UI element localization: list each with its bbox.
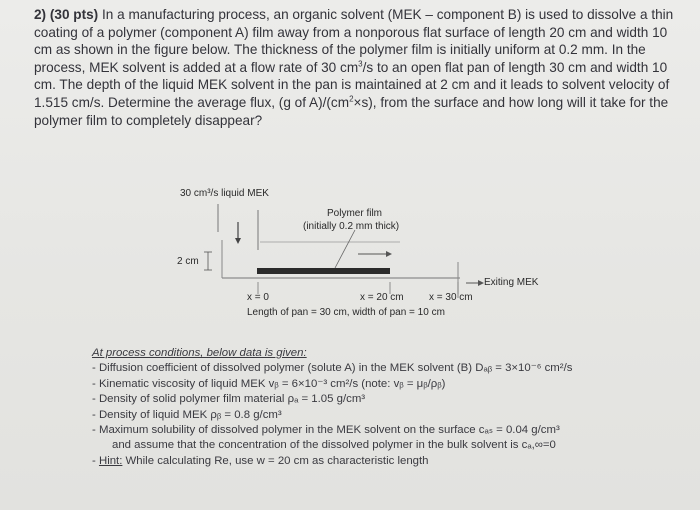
hint-prefix: -: [92, 454, 99, 467]
hint-text: While calculating Re, use w = 20 cm as characteristic length: [122, 454, 429, 467]
flow-arrow-head: [386, 251, 392, 257]
hint-label: Hint:: [98, 454, 123, 467]
given-polymer-density: - Density of solid polymer film material ρₐ = 1.05 g/cm³: [92, 393, 366, 406]
given-kinematic-viscosity: - Kinematic viscosity of liquid MEK vᵦ = 6×10⁻³ cm²/s (note: vᵦ = μᵦ/ρᵦ): [92, 377, 446, 390]
given-diffusion-coefficient: - Diffusion coefficient of dissolved polymer (solute A) in the MEK solvent (B) Dₐᵦ = 3×10⁻⁶ cm²/s: [92, 362, 573, 375]
problem-text-3: ×s), from the surface and how long will it take for the polymer film to completely disappear?: [34, 94, 669, 128]
exit-label: Exiting MEK: [484, 277, 539, 288]
given-max-solubility: - Maximum solubility of dissolved polymer in the MEK solvent on the surface cₐₛ = 0.04 g/cm³: [92, 424, 560, 437]
x0-label: x = 0: [247, 292, 269, 303]
problem-text-1: In a manufacturing process, an organic solvent (MEK – component B) is used to dissolve a thin coating of a polymer (component A) film away from a nonporous flat surface of length 20 cm and width 10 cm as shown in the figure below. The thickness of the polymer film is initially uniform at 0.2 mm. In the process, MEK solvent is added at a flow rate of 30 cm: [34, 7, 674, 75]
figure-caption: Length of pan = 30 cm, width of pan = 10 cm: [247, 307, 445, 318]
problem-exponent-2: 2: [349, 94, 354, 104]
depth-label: 2 cm: [177, 256, 199, 267]
given-bulk-concentration: and assume that the concentration of the dissolved polymer in the bulk solvent is cₐ,∞=0: [112, 439, 556, 452]
given-data-title: At process conditions, below data is given:: [92, 347, 307, 359]
given-hint: [92, 454, 692, 469]
polymer-film: [257, 268, 390, 274]
given-mek-density: - Density of liquid MEK ρᵦ = 0.8 g/cm³: [92, 408, 282, 421]
x30-label: x = 30 cm: [429, 292, 473, 303]
problem-number: 2) (30 pts): [34, 7, 99, 22]
x20-label: x = 20 cm: [360, 292, 404, 303]
inlet-label: 30 cm³/s liquid MEK: [180, 188, 269, 199]
given-data-section: [92, 346, 692, 469]
problem-exponent-3: 3: [358, 59, 363, 69]
film-pointer: [335, 230, 355, 268]
inlet-arrow-head: [235, 238, 241, 244]
film-label-line-1: Polymer film: [327, 208, 383, 219]
film-label-line-2: (initially 0.2 mm thick): [303, 221, 400, 232]
problem-text-2: /s to an open flat pan of length 30 cm and width 10 cm. The depth of the liquid MEK solvent in the pan is maintained at 2 cm and it leads to solvent velocity of 1.515 cm/s. Determine the average flux, (g of A)/(cm: [34, 59, 670, 110]
